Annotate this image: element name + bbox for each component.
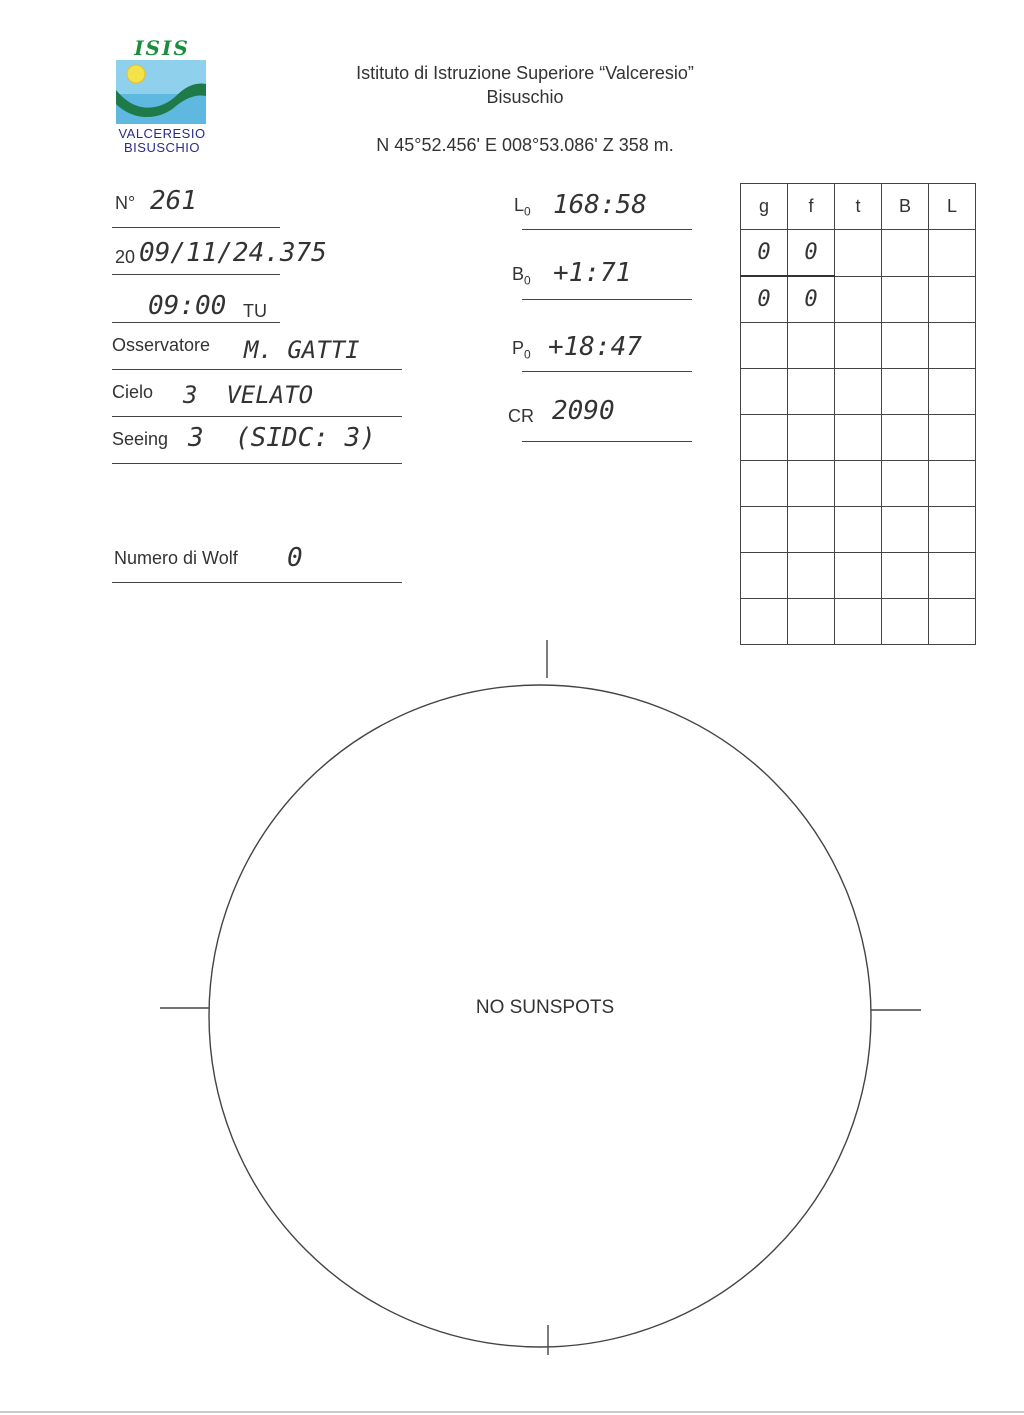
table-header-cell: f — [788, 184, 835, 230]
l0-label-sub: 0 — [524, 204, 531, 219]
table-header-row — [741, 184, 976, 230]
table-cell — [835, 599, 882, 645]
table-cell — [741, 323, 788, 369]
table-cell — [882, 230, 929, 277]
table-cell — [835, 276, 882, 323]
table-cell — [882, 276, 929, 323]
table-cell — [929, 553, 976, 599]
table-cell — [788, 507, 835, 553]
observer-underline — [112, 369, 402, 370]
date-prefix: 20 — [115, 247, 136, 267]
table-cell — [882, 461, 929, 507]
table-cell — [835, 461, 882, 507]
l0-label-text: L — [514, 195, 525, 215]
logo-wordmark: ISIS — [134, 36, 190, 60]
table-cell: 0 — [788, 276, 835, 323]
table-row — [741, 230, 976, 277]
table-cell: 0 — [788, 230, 835, 277]
time-unit: TU — [243, 301, 267, 321]
number-label: N° — [115, 193, 136, 213]
time-underline — [112, 322, 280, 323]
table-header-cell: B — [882, 184, 929, 230]
school-logo — [114, 36, 210, 156]
disk-annotation: NO SUNSPOTS — [475, 997, 615, 1018]
logo-caption-line2: BISUSCHIO — [123, 140, 200, 155]
institute-name: Istituto di Istruzione Superiore “Valceresio” — [356, 63, 694, 83]
b0-value: +1:71 — [553, 258, 632, 288]
table-header-cell: L — [929, 184, 976, 230]
table-cell — [741, 507, 788, 553]
time-value: 09:00 — [148, 291, 227, 321]
table-cell — [882, 415, 929, 461]
wolf-number-underline — [112, 582, 402, 583]
table-header-cell: t — [835, 184, 882, 230]
seeing-label: Seeing — [112, 429, 169, 449]
table-cell — [788, 599, 835, 645]
table-cell — [788, 461, 835, 507]
wolf-number-value: 0 — [287, 543, 303, 573]
p0-label-sub: 0 — [524, 347, 531, 362]
table-cell — [788, 323, 835, 369]
l0-underline — [522, 229, 692, 230]
carrington-rotation-value: 2090 — [552, 396, 615, 426]
table-cell — [929, 230, 976, 277]
p0-label — [512, 338, 531, 362]
table-cell — [741, 599, 788, 645]
table-cell — [882, 507, 929, 553]
table-cell — [929, 276, 976, 323]
table-cell — [929, 369, 976, 415]
l0-label — [514, 195, 531, 219]
table-cell — [788, 415, 835, 461]
table-cell — [741, 415, 788, 461]
table-cell — [788, 553, 835, 599]
table-row — [741, 276, 976, 323]
b0-label-text: B — [512, 264, 525, 284]
table-row — [741, 553, 976, 599]
table-cell — [835, 230, 882, 277]
b0-label-sub: 0 — [524, 273, 531, 288]
number-underline — [112, 227, 280, 228]
table-cell — [929, 415, 976, 461]
table-cell — [929, 599, 976, 645]
table-cell — [882, 599, 929, 645]
table-cell — [835, 323, 882, 369]
l0-value: 168:58 — [553, 190, 647, 220]
table-header-cell: g — [741, 184, 788, 230]
table-row — [741, 507, 976, 553]
table-row — [741, 369, 976, 415]
seeing-underline — [112, 463, 402, 464]
table-row — [741, 323, 976, 369]
table-cell — [929, 323, 976, 369]
seeing-value: 3 (SIDC: 3) — [188, 423, 376, 453]
table-row — [741, 461, 976, 507]
date-underline — [112, 274, 280, 275]
table-cell — [835, 507, 882, 553]
b0-label — [512, 264, 531, 288]
table-cell — [741, 461, 788, 507]
table-cell — [929, 507, 976, 553]
table-cell — [835, 415, 882, 461]
p0-value: +18:47 — [548, 332, 642, 362]
logo-caption-line1: VALCERESIO — [118, 126, 206, 141]
table-cell — [741, 369, 788, 415]
wolf-number-label: Numero di Wolf — [114, 548, 238, 568]
table-cell — [929, 461, 976, 507]
table-cell — [835, 369, 882, 415]
table-cell — [835, 553, 882, 599]
station-coordinates: N 45°52.456' E 008°53.086' Z 358 m. — [376, 135, 674, 155]
table-cell — [882, 369, 929, 415]
table-cell — [741, 553, 788, 599]
b0-underline — [522, 299, 692, 300]
carrington-rotation-label: CR — [508, 406, 534, 426]
p0-label-text: P — [512, 338, 525, 358]
table-cell — [882, 553, 929, 599]
sky-underline — [112, 416, 402, 417]
table-cell — [882, 323, 929, 369]
table-cell: 0 — [741, 230, 788, 277]
sky-value: 3 VELATO — [183, 381, 314, 409]
observer-label: Osservatore — [112, 335, 211, 355]
p0-underline — [522, 371, 692, 372]
institute-town: Bisuschio — [486, 87, 564, 107]
table-row — [741, 599, 976, 645]
table-row — [741, 415, 976, 461]
table-cell: 0 — [741, 276, 788, 323]
number-value: 261 — [150, 186, 197, 216]
cr-underline — [522, 441, 692, 442]
date-value: 09/11/24.375 — [139, 238, 327, 268]
table-cell — [788, 369, 835, 415]
observer-value: M. GATTI — [244, 336, 360, 364]
logo-emblem-icon — [116, 60, 206, 124]
sunspot-count-table — [740, 183, 976, 645]
sky-label: Cielo — [112, 382, 154, 402]
